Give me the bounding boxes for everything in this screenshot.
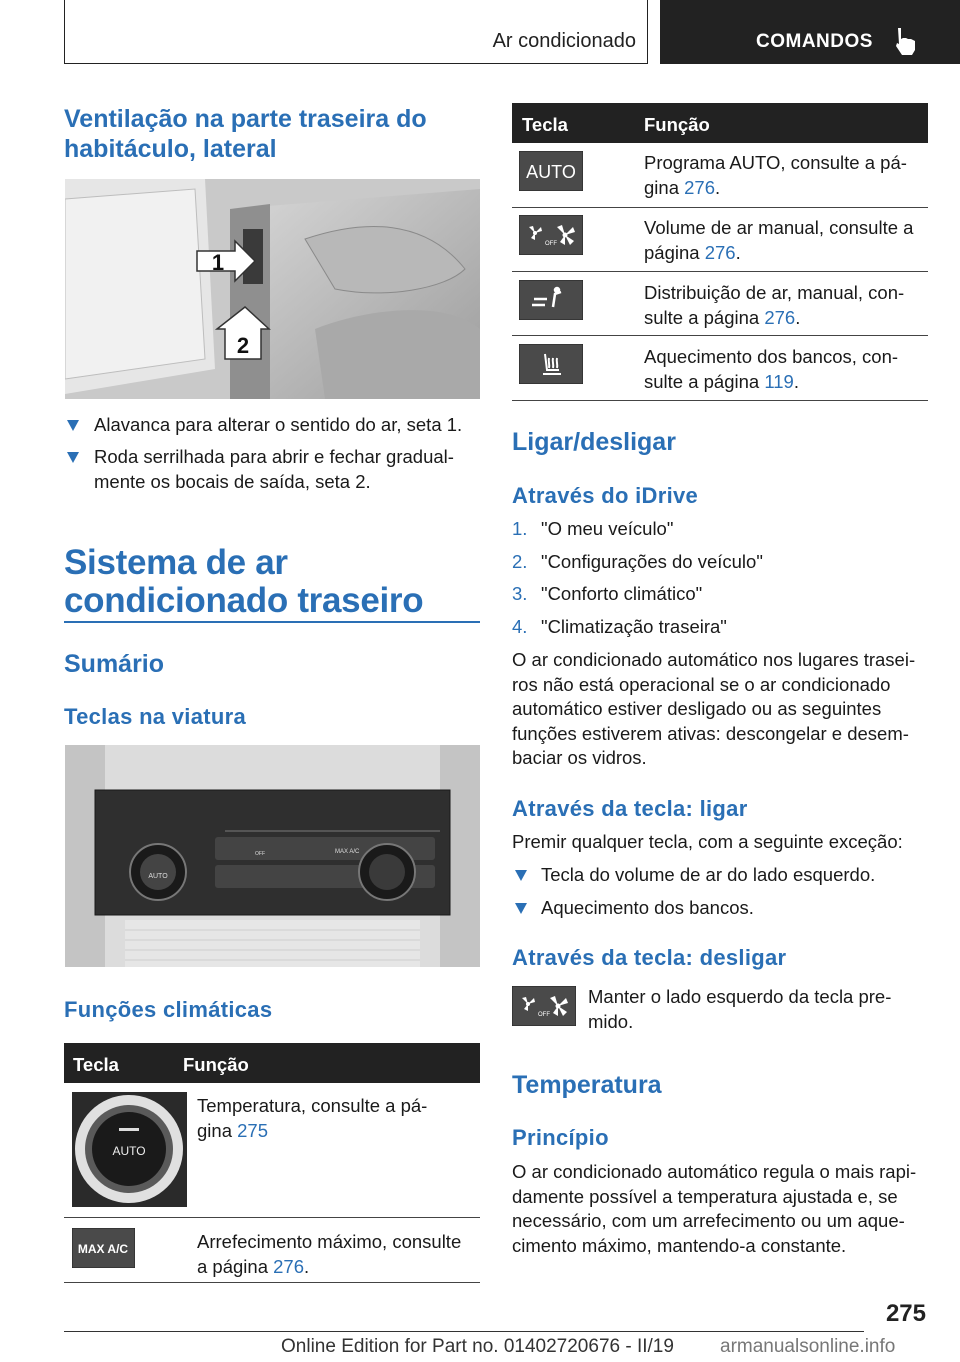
step-text: "Configurações do veículo" <box>541 551 763 572</box>
right-table-col-tecla: Tecla <box>522 114 568 135</box>
table-row-divider <box>512 271 928 272</box>
bullet-marker <box>515 870 527 881</box>
step-text: "Conforto climático" <box>541 583 703 604</box>
max-ac-label: MAX A/C <box>77 1242 129 1256</box>
left-row2-text: Arrefecimento máximo, consulte a página 276. <box>197 1231 462 1277</box>
header-section-title: Ar condicionado <box>492 30 636 52</box>
step-number: 1. <box>512 518 528 539</box>
manter-text: Manter o lado esquerdo da tecla pre- mido. <box>588 986 892 1032</box>
bullet-text-2b: mente os bocais de saída, seta 2. <box>94 471 371 492</box>
left-table-header <box>64 1043 480 1083</box>
callout-2: 2 <box>236 333 250 358</box>
max-ac-button-icon <box>72 1228 135 1268</box>
auto-button-icon <box>519 151 583 191</box>
panel-off-label: OFF <box>255 851 265 857</box>
left-table-col-tecla: Tecla <box>73 1054 119 1075</box>
right-row3-text: Distribuição de ar, manual, con- sulte a página 276. <box>644 282 905 328</box>
watermark: armanualsonline.info <box>720 1336 896 1357</box>
seat-heating-button-icon <box>519 344 583 384</box>
principio-paragraph: O ar condicionado automático regula o mais rapi- damente possível a temperatura ajustada e, se necessário, com um arrefecimento ou um aque- cimento máximo, mantendo-a constante. <box>512 1161 917 1256</box>
right-row1-text: Programa AUTO, consulte a pá- gina 276. <box>644 152 907 198</box>
premir-text: Premir qualquer tecla, com a seguinte exceção: <box>512 831 903 852</box>
footer-rule <box>64 1331 864 1332</box>
bullet-text-2a: Roda serrilhada para abrir e fechar gradual- <box>94 446 454 467</box>
panel-maxac-label: MAX A/C <box>335 849 360 855</box>
air-distribution-button-icon <box>519 280 583 320</box>
side-ventilation-heading: Ventilação na parte traseira do habitáculo, lateral <box>64 105 427 163</box>
page-link-276[interactable]: 276 <box>273 1256 304 1277</box>
left-table-col-funcao: Função <box>183 1054 249 1075</box>
step-number: 3. <box>512 583 528 604</box>
table-row-divider <box>64 1282 480 1283</box>
header-chapter-label: COMANDOS <box>756 31 873 52</box>
sumario-heading: Sumário <box>64 650 165 678</box>
exception-bullet-2: Aquecimento dos bancos. <box>541 897 754 918</box>
principio-heading: Princípio <box>512 1125 609 1150</box>
tecla-desligar-heading: Através da tecla: desligar <box>512 945 787 970</box>
tecla-ligar-heading: Através da tecla: ligar <box>512 796 748 821</box>
callout-1: 1 <box>211 250 225 275</box>
bullet-marker <box>515 903 527 914</box>
bullet-text-1: Alavanca para alterar o sentido do ar, seta 1. <box>94 414 463 435</box>
temperatura-heading: Temperatura <box>512 1071 662 1099</box>
table-row-divider <box>64 1217 480 1218</box>
step-number: 2. <box>512 551 528 572</box>
step-text: "Climatização traseira" <box>541 616 727 637</box>
auto-label: AUTO <box>526 162 576 182</box>
ligar-desligar-heading: Ligar/desligar <box>512 428 676 456</box>
title-rule <box>64 621 480 623</box>
page-link-119[interactable]: 119 <box>764 371 794 392</box>
knob-auto-label: AUTO <box>112 1144 146 1158</box>
panel-auto-label: AUTO <box>148 873 168 880</box>
idrive-paragraph: O ar condicionado automático nos lugares trasei- ros não está operacional se o ar condicionado automático estiver desligado ou as seguintes funções estiverem ativas: descongelar e desem- baciar os vidros. <box>512 649 916 768</box>
idrive-heading: Através do iDrive <box>512 483 699 508</box>
main-title-line1: Sistema de ar <box>64 543 288 582</box>
page-link-275[interactable]: 275 <box>237 1120 268 1141</box>
funcoes-climaticas-heading: Funções climáticas <box>64 997 273 1022</box>
right-row2-text: Volume de ar manual, consulte a página 276. <box>644 217 914 263</box>
step-number: 4. <box>512 616 528 637</box>
fan-off-label: OFF <box>538 1012 550 1018</box>
fan-volume-button-icon <box>519 215 583 255</box>
table-row-divider <box>512 335 928 336</box>
bullet-marker <box>67 420 79 431</box>
page-number: 275 <box>885 1300 926 1327</box>
right-table-col-funcao: Função <box>644 114 710 135</box>
right-table-header <box>512 103 928 143</box>
side-vent-figure <box>65 179 480 399</box>
page-link-276[interactable]: 276 <box>704 242 736 263</box>
left-row1-text: Temperatura, consulte a pá- gina 275 <box>197 1095 428 1141</box>
step-text: "O meu veículo" <box>541 518 674 539</box>
table-row-divider <box>512 400 928 401</box>
main-title-line2: condicionado traseiro <box>64 581 424 620</box>
teclas-viatura-heading: Teclas na viatura <box>64 704 247 729</box>
exception-bullet-1: Tecla do volume de ar do lado esquerdo. <box>541 864 876 885</box>
page-link-276[interactable]: 276 <box>684 177 715 198</box>
footer-edition: Online Edition for Part no. 01402720676 - II/19 <box>281 1336 674 1357</box>
fan-volume-button-icon <box>512 986 576 1026</box>
pointing-hand-icon <box>893 26 919 56</box>
temperature-knob-icon <box>72 1092 187 1207</box>
bullet-marker <box>67 452 79 463</box>
table-row-divider <box>512 207 928 208</box>
page-link-276[interactable]: 276 <box>764 307 796 328</box>
rear-climate-panel-figure <box>65 745 480 967</box>
right-row4-text: Aquecimento dos bancos, con- sulte a página 119. <box>644 346 899 392</box>
fan-off-label: OFF <box>545 241 557 247</box>
